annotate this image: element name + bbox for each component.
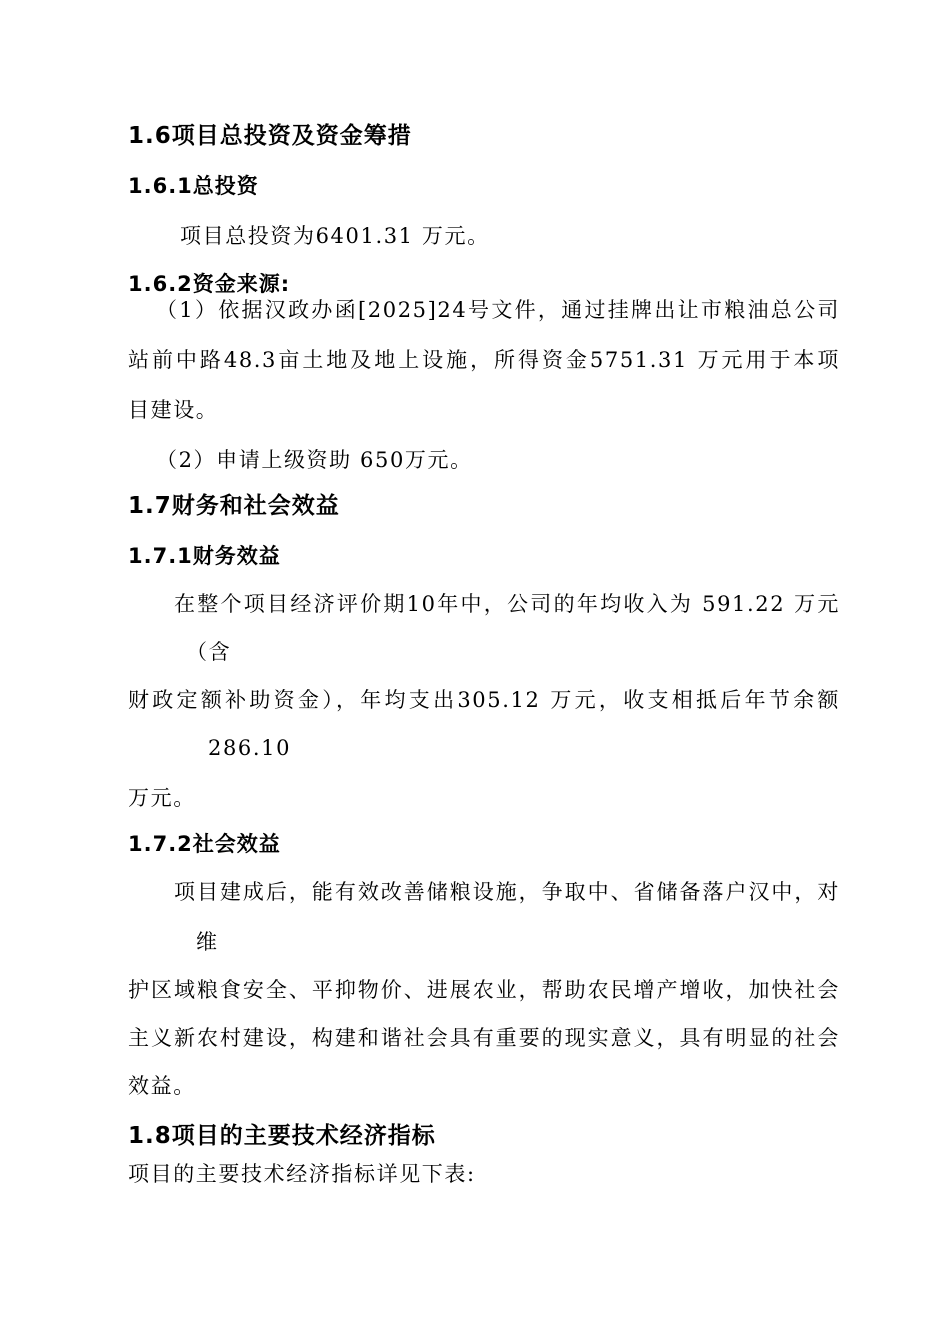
heading-1-6: 1.6项目总投资及资金筹措 <box>128 123 412 149</box>
financial-line-4: 286.10 <box>208 736 292 760</box>
financial-line-3: 财政定额补助资金），年均支出305.12 万元，收支相抵后年节余额 <box>128 688 840 712</box>
heading-1-6-1: 1.6.1总投资 <box>128 174 259 198</box>
financial-line-1: 在整个项目经济评价期10年中，公司的年均收入为 591.22 万元 <box>174 592 840 616</box>
paragraph-indicators-intro: 项目的主要技术经济指标详见下表: <box>128 1162 476 1186</box>
paragraph-total-investment: 项目总投资为6401.31 万元。 <box>180 224 490 248</box>
heading-1-7-2: 1.7.2社会效益 <box>128 832 281 856</box>
heading-1-8: 1.8项目的主要技术经济指标 <box>128 1123 436 1149</box>
social-line-1: 项目建成后，能有效改善储粮设施，争取中、省储备落户汉中，对 <box>174 880 840 904</box>
funding-item-1-line-2: 站前中路48.3亩土地及地上设施，所得资金5751.31 万元用于本项 <box>128 348 840 372</box>
social-line-4: 主义新农村建设，构建和谐社会具有重要的现实意义，具有明显的社会 <box>128 1026 840 1050</box>
heading-1-7: 1.7财务和社会效益 <box>128 493 340 519</box>
social-line-2: 维 <box>196 930 219 954</box>
social-line-3: 护区域粮食安全、平抑物价、进展农业，帮助农民增产增收，加快社会 <box>128 978 840 1002</box>
financial-line-5: 万元。 <box>128 786 196 810</box>
heading-1-7-1: 1.7.1财务效益 <box>128 544 281 568</box>
funding-item-1-line-3: 目建设。 <box>128 398 219 422</box>
funding-item-1-line-1: （1）依据汉政办函[2025]24号文件，通过挂牌出让市粮油总公司 <box>156 298 840 322</box>
funding-item-2: （2）申请上级资助 650万元。 <box>156 448 473 472</box>
heading-1-6-2: 1.6.2资金来源: <box>128 272 291 296</box>
social-line-5: 效益。 <box>128 1074 196 1098</box>
financial-line-2: （含 <box>186 640 232 664</box>
